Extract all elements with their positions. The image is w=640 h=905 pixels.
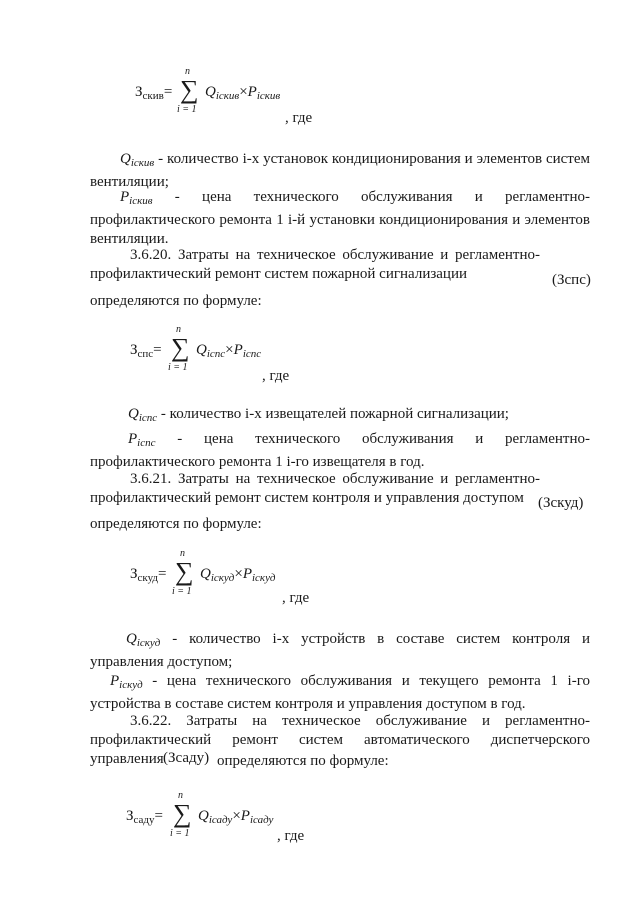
times-sign: ×	[232, 808, 241, 824]
summation-icon: ∑	[173, 799, 192, 828]
q-subscript: iспс	[138, 412, 158, 424]
q-symbol: Q	[205, 84, 216, 100]
lhs-symbol: З	[130, 566, 138, 582]
where-label: , где	[262, 368, 290, 384]
sum-lower-limit: i = 1	[168, 362, 188, 373]
q-symbol: Q	[120, 151, 131, 167]
summation-icon: ∑	[180, 75, 199, 104]
q-subscript: iскуд	[210, 572, 235, 584]
times-sign: ×	[239, 84, 248, 100]
q-subscript: iскив	[215, 90, 240, 102]
q-subscript: iскив	[130, 157, 155, 169]
lhs-subscript: спс	[137, 348, 154, 360]
sum-lower-limit: i = 1	[170, 828, 190, 839]
legend-q-skud	[90, 630, 590, 672]
lhs-symbol: З	[135, 84, 143, 100]
section-3-6-20	[90, 246, 540, 284]
q-symbol: Q	[196, 342, 207, 358]
q-subscript: iсаду	[208, 814, 233, 826]
p-symbol: P	[247, 84, 257, 100]
equals-sign: =	[154, 808, 163, 824]
legend-text: - количество i-х извещателей пожарной сигнализации;	[157, 406, 509, 422]
p-subscript: iсаду	[249, 814, 274, 826]
p-symbol: P	[120, 189, 130, 205]
formula-skud	[130, 548, 370, 604]
sum-lower-limit: i = 1	[172, 586, 192, 597]
sum-upper-limit: n	[178, 790, 183, 801]
q-symbol: Q	[200, 566, 211, 582]
p-subscript: iскуд	[251, 572, 276, 584]
section-3-6-21	[90, 470, 540, 508]
section-tail: определяются по формуле:	[217, 753, 389, 769]
formula-skiv	[135, 66, 395, 122]
section-tail: определяются по формуле:	[90, 293, 262, 309]
equals-sign: =	[158, 566, 167, 582]
p-symbol: P	[128, 431, 138, 447]
sum-upper-limit: n	[180, 548, 185, 559]
p-subscript: iспс	[242, 348, 262, 360]
legend-q-sps	[90, 405, 590, 428]
lhs-symbol: З	[130, 342, 138, 358]
section-notation: (Зспс)	[552, 272, 591, 288]
p-subscript: iспс	[137, 437, 156, 449]
q-subscript: iскуд	[136, 637, 161, 649]
q-symbol: Q	[128, 406, 139, 422]
legend-p-skud	[90, 672, 590, 714]
legend-p-skiv	[90, 188, 590, 249]
section-notation: (Зскуд)	[538, 495, 584, 511]
formula-sps	[130, 324, 350, 380]
sum-upper-limit: n	[176, 324, 181, 335]
section-text: 3.6.21. Затраты на техническое обслуживание и регламентно-профилактический ремонт систем контроля и управления доступом	[90, 471, 540, 506]
section-text: 3.6.22. Затраты на техническое обслуживание и регламентно-профилактический ремонт систем автоматического диспетчерского управления	[90, 713, 590, 767]
sum-upper-limit: n	[185, 66, 190, 77]
legend-text: - количество i-х устройств в составе систем контроля и управления доступом;	[90, 631, 590, 670]
times-sign: ×	[234, 566, 243, 582]
formula-sadu	[126, 790, 366, 846]
where-label: , где	[285, 110, 313, 126]
legend-text: - цена технического обслуживания и регламентно-профилактического ремонта 1 i-го извещателя в год.	[90, 431, 590, 470]
p-subscript: iскуд	[119, 679, 143, 691]
p-symbol: P	[240, 808, 250, 824]
legend-p-sps	[90, 430, 590, 472]
p-subscript: iскив	[256, 90, 281, 102]
where-label: , где	[282, 590, 310, 606]
legend-q-skiv	[90, 150, 590, 192]
legend-text: - количество i-х установок кондиционирования и элементов систем вентиляции;	[90, 151, 590, 190]
lhs-subscript: саду	[133, 814, 155, 826]
where-label: , где	[277, 828, 305, 844]
q-symbol: Q	[126, 631, 137, 647]
times-sign: ×	[225, 342, 234, 358]
legend-text: - цена технического обслуживания и текущего ремонта 1 i-го устройства в составе систем контроля и управления доступом в год.	[90, 673, 590, 712]
p-symbol: P	[242, 566, 252, 582]
lhs-symbol: З	[126, 808, 134, 824]
section-tail: определяются по формуле:	[90, 516, 262, 532]
q-symbol: Q	[198, 808, 209, 824]
equals-sign: =	[153, 342, 162, 358]
lhs-subscript: скуд	[137, 572, 158, 584]
section-notation: (Зсаду)	[163, 750, 210, 766]
q-subscript: iспс	[206, 348, 226, 360]
p-subscript: iскив	[129, 195, 153, 207]
p-symbol: P	[233, 342, 243, 358]
sum-lower-limit: i = 1	[177, 104, 197, 115]
summation-icon: ∑	[175, 557, 194, 586]
section-text: 3.6.20. Затраты на техническое обслуживание и регламентно-профилактический ремонт систем пожарной сигнализации	[90, 247, 540, 282]
p-symbol: P	[110, 673, 120, 689]
summation-icon: ∑	[171, 333, 190, 362]
lhs-subscript: скив	[142, 90, 164, 102]
equals-sign: =	[163, 84, 173, 100]
legend-text: - цена технического обслуживания и регламентно-профилактического ремонта 1 i-й установки кондиционирования и элементов вентиляции.	[90, 189, 590, 247]
